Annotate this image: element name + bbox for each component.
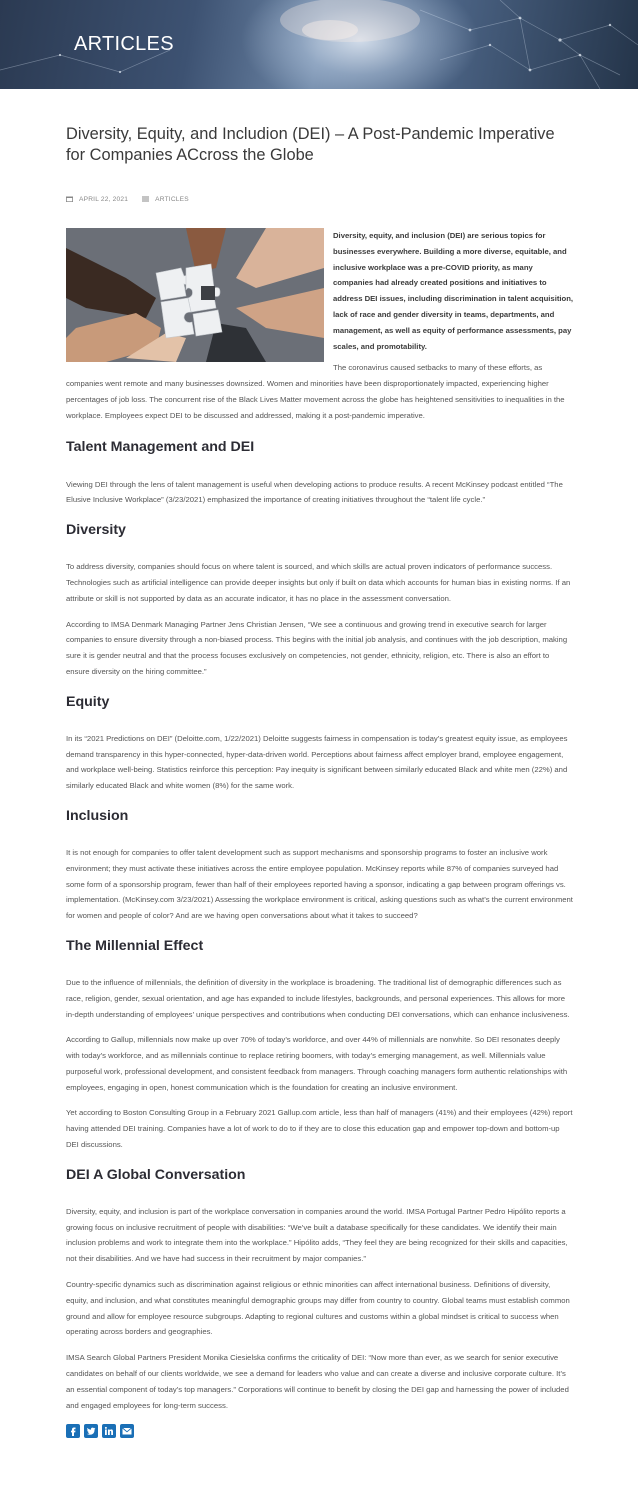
section-paragraph: Diversity, equity, and inclusion is part of the workplace conversation in companies around the world. IMSA Portugal Partner Pedro Hipólito reports a growing focus on inclusive recruitment of people with disabilities: “We’ve built a database specifically for these candidates. We identify their main inclusion problems and work to integrate them into the workplace.” Hipólito adds, “They feel they are being recognized for their skills and capacities, not their disabilities. And we have had success in their recruitment by major companies.”	[66, 1206, 568, 1264]
linkedin-share-button[interactable]	[102, 1424, 116, 1438]
section-paragraph: It is not enough for companies to offer talent development such as support mechanisms and sponsorship programs to foster an inclusive work environment; they must activate these initiatives across the entire employee population. McKinsey reports while 87% of companies surveyed had some form of a sponsorship program, fewer than half of their employees reported having a sponsor, indicating a gap between program offerings vs. implementation. (McKinsey.com 3/23/2021) Assessing the workplace environment is critical, asking questions such as what’s the current environment for women and people of color? And are we having open conversations about what it takes to succeed?	[66, 847, 573, 921]
article-intro-bold: Diversity, equity, and inclusion (DEI) are serious topics for businesses everywhere. Building a more diverse, equitable, and inclusive workplace was a pre-COVID priority, as many companies had already created positions and initiatives to address DEI issues, including discrimination in talent acquisition, lack of race and gender diversity in teams, departments, and management, as well as equity of performance assessments, pay scales, and promotability.	[333, 231, 574, 351]
twitter-icon	[84, 1424, 98, 1438]
email-share-button[interactable]	[120, 1424, 134, 1438]
twitter-share-button[interactable]	[84, 1424, 98, 1438]
section-paragraph: Country-specific dynamics such as discrimination against religious or ethnic minorities can affect international business. Definitions of diversity, equity, and inclusion, and what constitutes meaningful demographic groups may differ from country to country. Global teams must establish common ground and allow for employee resource subgroups. Adapting to regional cultures and customs within a global mindset is critical to success when operating across borders and geographies.	[66, 1280, 570, 1337]
facebook-icon	[66, 1424, 80, 1438]
article-category-link[interactable]: ARTICLES	[155, 195, 189, 203]
calendar-icon	[66, 196, 73, 202]
facebook-share-button[interactable]	[66, 1424, 80, 1438]
article-lead	[66, 228, 574, 424]
section-paragraph: To address diversity, companies should focus on where talent is sourced, and which skills are actual proven indicators of performance success. Technologies such as artificial intelligence can provide deeper insights but only if built on data which accounts for human bias in existing norms. If an attribute or skill is not supported by data as an accurate indicator, it has no place in the assessment conversation.	[66, 562, 571, 603]
section-paragraph: According to Gallup, millennials now make up over 70% of today’s workforce, and over 44% of millennials are nonwhite. So DEI resonates deeply with today’s workforce, and as millennials continue to replace retiring boomers, with today’s emerging management, as well. Millennials value purposeful work, professional development, and consistent feedback from managers. Through coaching managers form authentic relationships with employees, engaging in open, honest communication which is the foundation for creating an inclusive environment.	[66, 1035, 568, 1092]
section-paragraph: Viewing DEI through the lens of talent management is useful when developing actions to produce results. A recent McKinsey podcast entitled “The Elusive Inclusive Workplace” (3/23/2021) emphasized the importance of creating initiatives throughout the “talent life cycle.”	[66, 479, 563, 505]
article-date: APRIL 22, 2021	[79, 195, 129, 203]
article-title: Diversity, Equity, and Includion (DEI) – A Post-Pandemic Imperative for Companies ACcross the Globe	[66, 125, 555, 164]
section-paragraph: Yet according to Boston Consulting Group in a February 2021 Gallup.com article, less than half of managers (41%) and their employees (42%) report having attended DEI training. Companies have a lot of work to do to if they are to close this education gap and empower top-down and bottom-up DEI discussions.	[66, 1108, 573, 1150]
puzzle-hands-image	[66, 228, 324, 362]
section-heading-global: DEI A Global Conversation	[66, 1166, 246, 1183]
section-paragraph: IMSA Search Global Partners President Monika Ciesielska confirms the criticality of DEI: “Now more than ever, as we search for senior executive candidates on behalf of our clients worldwide, we see a demand for leaders who value and can create a diverse and inclusive corporate culture. It’s an essential component of today’s top managers.” Corporations will continue to benefit by closing the DEI gap and harnessing the power of included and engaged employees for long-term success.	[66, 1353, 569, 1410]
share-buttons	[66, 1424, 574, 1438]
section-heading-diversity: Diversity	[66, 522, 126, 539]
page-title: ARTICLES	[74, 33, 174, 55]
section-heading-millennial: The Millennial Effect	[66, 937, 204, 954]
section-heading-inclusion: Inclusion	[66, 807, 129, 824]
section-heading-talent: Talent Management and DEI	[66, 438, 255, 455]
section-paragraph: According to IMSA Denmark Managing Partner Jens Christian Jensen, “We see a continuous and growing trend in executive search for larger companies to ensure diversity through a non-biased process. This begins with the initial job analysis, and continues with the job description, making sure it is gender neutral and that the process focuses exclusively on competencies, not gender, ethnicity, religion, etc. There is also an effort to ensure diversity on the hiring committee.”	[66, 619, 568, 676]
article-content	[66, 89, 574, 1438]
article-meta	[66, 192, 574, 206]
article-intro-text: The coronavirus caused setbacks to many of these efforts, as companies went remote and many businesses downsized. Women and minorities have been disproportionately impacted, experiencing higher percentages of job loss. The concurrent rise of the Black Lives Matter movement across the globe has heightened sensitivities to inequalities in the workplace. Employees expect DEI to be discussed and addressed, making it a post-pandemic imperative.	[66, 363, 565, 420]
list-icon	[142, 196, 149, 202]
section-heading-equity: Equity	[66, 693, 110, 710]
email-icon	[120, 1424, 134, 1438]
section-paragraph: Due to the influence of millennials, the definition of diversity in the workplace is broadening. The traditional list of demographic differences such as race, religion, gender, sexual orientation, and age has expanded to include lifestyles, backgrounds, and personal experiences. This allows for more in-depth understanding of employees’ unique perspectives and contributions when conducting DEI conversations, which can enhance inclusiveness.	[66, 977, 570, 1019]
linkedin-icon	[102, 1424, 116, 1438]
section-paragraph: In its “2021 Predictions on DEI” (Deloitte.com, 1/22/2021) Deloitte suggests fairness in compensation is today’s greatest equity issue, as employees demand transparency in this hyper-connected, hyper-data-driven world. Perceptions about fairness affect employer brand, employee engagement, and workplace well-being. Statistics reinforce this perception: Pay inequity is significant between similarly educated Black and white men (22%) and similarly educated Black and white women (8%) for the same work.	[66, 733, 568, 791]
hero-banner	[0, 0, 638, 89]
